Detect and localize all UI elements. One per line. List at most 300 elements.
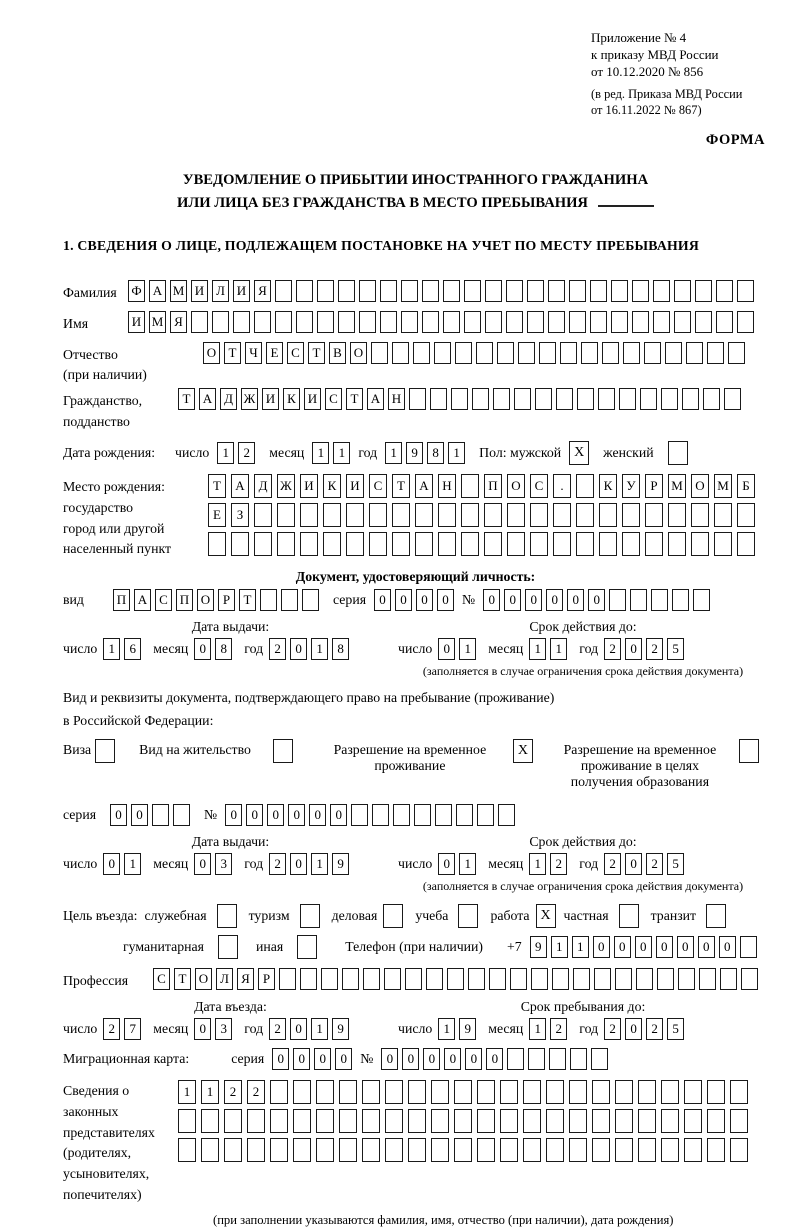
char-cell[interactable] [454, 1080, 472, 1104]
char-cell[interactable] [422, 280, 439, 302]
char-cell[interactable] [296, 311, 313, 333]
char-cell[interactable] [531, 968, 548, 990]
char-cell[interactable] [661, 1080, 679, 1104]
char-cell[interactable] [461, 503, 479, 527]
char-cell[interactable]: 9 [459, 1018, 476, 1040]
char-cell[interactable] [638, 1109, 656, 1133]
char-cell[interactable] [728, 342, 745, 364]
char-cell[interactable]: Ч [245, 342, 262, 364]
char-cell[interactable]: 0 [677, 936, 694, 958]
char-cell[interactable] [323, 503, 341, 527]
char-cell[interactable] [695, 311, 712, 333]
char-cell[interactable] [346, 503, 364, 527]
char-cell[interactable] [661, 388, 678, 410]
char-cell[interactable]: М [170, 280, 187, 302]
char-cell[interactable] [408, 1080, 426, 1104]
char-cell[interactable]: 0 [395, 589, 412, 611]
char-cell[interactable] [599, 532, 617, 556]
char-cell[interactable] [300, 968, 317, 990]
char-cell[interactable] [279, 968, 296, 990]
char-cell[interactable] [468, 968, 485, 990]
char-cell[interactable]: . [553, 474, 571, 498]
char-cell[interactable]: О [691, 474, 709, 498]
char-cell[interactable] [623, 342, 640, 364]
char-cell[interactable] [569, 280, 586, 302]
char-cell[interactable]: 0 [225, 804, 242, 826]
char-cell[interactable]: С [530, 474, 548, 498]
char-cell[interactable] [431, 1138, 449, 1162]
char-cell[interactable] [405, 968, 422, 990]
char-cell[interactable] [461, 532, 479, 556]
char-cell[interactable]: В [329, 342, 346, 364]
char-cell[interactable] [208, 532, 226, 556]
char-cell[interactable] [485, 280, 502, 302]
char-cell[interactable] [576, 474, 594, 498]
char-cell[interactable] [359, 280, 376, 302]
char-cell[interactable] [359, 311, 376, 333]
char-cell[interactable]: 1 [217, 442, 234, 464]
char-cell[interactable]: 1 [312, 442, 329, 464]
purpose-other-checkbox[interactable] [297, 935, 317, 959]
char-cell[interactable] [191, 311, 208, 333]
char-cell[interactable] [609, 589, 626, 611]
char-cell[interactable] [668, 503, 686, 527]
char-cell[interactable] [454, 1109, 472, 1133]
char-cell[interactable]: 0 [290, 853, 307, 875]
char-cell[interactable] [385, 1138, 403, 1162]
char-cell[interactable] [254, 532, 272, 556]
purpose-work-checkbox[interactable]: X [536, 904, 556, 928]
char-cell[interactable]: 0 [546, 589, 563, 611]
char-cell[interactable] [553, 503, 571, 527]
char-cell[interactable]: 2 [550, 1018, 567, 1040]
char-cell[interactable] [737, 532, 755, 556]
char-cell[interactable] [523, 1109, 541, 1133]
char-cell[interactable] [707, 1109, 725, 1133]
char-cell[interactable] [645, 532, 663, 556]
char-cell[interactable] [454, 1138, 472, 1162]
char-cell[interactable] [201, 1109, 219, 1133]
char-cell[interactable] [518, 342, 535, 364]
char-cell[interactable] [300, 503, 318, 527]
char-cell[interactable]: 2 [550, 853, 567, 875]
char-cell[interactable] [408, 1138, 426, 1162]
char-cell[interactable]: С [369, 474, 387, 498]
char-cell[interactable] [393, 804, 410, 826]
char-cell[interactable]: О [203, 342, 220, 364]
char-cell[interactable] [461, 474, 479, 498]
char-cell[interactable] [231, 532, 249, 556]
char-cell[interactable] [530, 532, 548, 556]
char-cell[interactable]: О [195, 968, 212, 990]
char-cell[interactable] [737, 503, 755, 527]
char-cell[interactable]: 9 [332, 853, 349, 875]
char-cell[interactable]: 0 [272, 1048, 289, 1070]
char-cell[interactable]: 0 [381, 1048, 398, 1070]
char-cell[interactable]: 1 [124, 853, 141, 875]
char-cell[interactable] [691, 532, 709, 556]
temp-residence-education-checkbox[interactable] [739, 739, 759, 763]
char-cell[interactable]: 2 [247, 1080, 265, 1104]
char-cell[interactable]: О [350, 342, 367, 364]
char-cell[interactable]: Т [308, 342, 325, 364]
char-cell[interactable] [552, 968, 569, 990]
char-cell[interactable]: 2 [269, 1018, 286, 1040]
char-cell[interactable] [431, 1080, 449, 1104]
char-cell[interactable]: 0 [614, 936, 631, 958]
char-cell[interactable]: А [134, 589, 151, 611]
char-cell[interactable] [178, 1109, 196, 1133]
char-cell[interactable] [507, 1048, 524, 1070]
char-cell[interactable]: Н [388, 388, 405, 410]
char-cell[interactable] [695, 280, 712, 302]
char-cell[interactable] [638, 1080, 656, 1104]
char-cell[interactable]: И [128, 311, 145, 333]
char-cell[interactable]: С [287, 342, 304, 364]
char-cell[interactable] [615, 968, 632, 990]
char-cell[interactable]: А [415, 474, 433, 498]
char-cell[interactable]: 1 [311, 853, 328, 875]
char-cell[interactable]: 1 [551, 936, 568, 958]
char-cell[interactable]: П [484, 474, 502, 498]
char-cell[interactable] [570, 1048, 587, 1070]
purpose-private-checkbox[interactable] [619, 904, 639, 928]
char-cell[interactable]: 1 [459, 638, 476, 660]
char-cell[interactable] [472, 388, 489, 410]
char-cell[interactable]: 3 [215, 853, 232, 875]
char-cell[interactable] [740, 936, 757, 958]
char-cell[interactable]: А [367, 388, 384, 410]
char-cell[interactable] [392, 342, 409, 364]
char-cell[interactable]: 1 [459, 853, 476, 875]
char-cell[interactable]: Т [178, 388, 195, 410]
char-cell[interactable] [438, 532, 456, 556]
char-cell[interactable] [247, 1109, 265, 1133]
char-cell[interactable] [599, 503, 617, 527]
char-cell[interactable]: Т [239, 589, 256, 611]
char-cell[interactable]: 0 [525, 589, 542, 611]
char-cell[interactable] [380, 311, 397, 333]
char-cell[interactable] [380, 280, 397, 302]
char-cell[interactable]: 0 [438, 638, 455, 660]
char-cell[interactable] [369, 503, 387, 527]
char-cell[interactable]: 1 [550, 638, 567, 660]
char-cell[interactable]: 5 [667, 1018, 684, 1040]
char-cell[interactable] [546, 1138, 564, 1162]
char-cell[interactable]: 2 [238, 442, 255, 464]
char-cell[interactable] [535, 388, 552, 410]
char-cell[interactable] [636, 968, 653, 990]
char-cell[interactable]: 1 [201, 1080, 219, 1104]
char-cell[interactable] [569, 1138, 587, 1162]
char-cell[interactable] [275, 311, 292, 333]
char-cell[interactable] [514, 388, 531, 410]
residence-permit-checkbox[interactable] [273, 739, 293, 763]
char-cell[interactable]: Т [208, 474, 226, 498]
char-cell[interactable] [714, 532, 732, 556]
char-cell[interactable] [500, 1138, 518, 1162]
char-cell[interactable] [369, 532, 387, 556]
char-cell[interactable] [270, 1138, 288, 1162]
char-cell[interactable]: 2 [269, 853, 286, 875]
char-cell[interactable] [546, 1109, 564, 1133]
char-cell[interactable]: Б [737, 474, 755, 498]
char-cell[interactable] [548, 311, 565, 333]
char-cell[interactable] [615, 1109, 633, 1133]
char-cell[interactable]: 2 [604, 638, 621, 660]
char-cell[interactable] [590, 311, 607, 333]
char-cell[interactable]: 0 [194, 1018, 211, 1040]
char-cell[interactable]: Т [346, 388, 363, 410]
char-cell[interactable]: 0 [656, 936, 673, 958]
char-cell[interactable] [293, 1080, 311, 1104]
char-cell[interactable]: Д [254, 474, 272, 498]
char-cell[interactable]: 2 [269, 638, 286, 660]
char-cell[interactable]: А [199, 388, 216, 410]
char-cell[interactable] [530, 503, 548, 527]
char-cell[interactable] [415, 532, 433, 556]
char-cell[interactable]: 0 [593, 936, 610, 958]
purpose-commercial-checkbox[interactable] [383, 904, 403, 928]
char-cell[interactable] [602, 342, 619, 364]
char-cell[interactable]: 2 [224, 1080, 242, 1104]
char-cell[interactable]: 0 [330, 804, 347, 826]
char-cell[interactable]: К [323, 474, 341, 498]
char-cell[interactable]: 0 [194, 638, 211, 660]
char-cell[interactable]: И [346, 474, 364, 498]
char-cell[interactable]: О [197, 589, 214, 611]
char-cell[interactable]: 1 [178, 1080, 196, 1104]
char-cell[interactable] [699, 968, 716, 990]
char-cell[interactable]: И [300, 474, 318, 498]
char-cell[interactable]: А [231, 474, 249, 498]
purpose-business-checkbox[interactable] [217, 904, 237, 928]
char-cell[interactable] [201, 1138, 219, 1162]
char-cell[interactable] [548, 280, 565, 302]
char-cell[interactable] [277, 503, 295, 527]
char-cell[interactable]: 0 [719, 936, 736, 958]
char-cell[interactable]: 3 [215, 1018, 232, 1040]
char-cell[interactable] [653, 280, 670, 302]
char-cell[interactable] [438, 503, 456, 527]
char-cell[interactable]: Ф [128, 280, 145, 302]
char-cell[interactable] [447, 968, 464, 990]
char-cell[interactable] [737, 280, 754, 302]
char-cell[interactable] [485, 311, 502, 333]
char-cell[interactable] [385, 1109, 403, 1133]
char-cell[interactable] [414, 804, 431, 826]
char-cell[interactable]: С [325, 388, 342, 410]
char-cell[interactable]: 0 [335, 1048, 352, 1070]
char-cell[interactable] [484, 532, 502, 556]
char-cell[interactable]: 2 [646, 853, 663, 875]
char-cell[interactable]: 0 [483, 589, 500, 611]
char-cell[interactable] [661, 1109, 679, 1133]
char-cell[interactable] [339, 1080, 357, 1104]
char-cell[interactable] [498, 804, 515, 826]
char-cell[interactable] [321, 968, 338, 990]
char-cell[interactable] [707, 1138, 725, 1162]
char-cell[interactable]: Я [254, 280, 271, 302]
char-cell[interactable]: П [176, 589, 193, 611]
char-cell[interactable]: 0 [625, 1018, 642, 1040]
char-cell[interactable] [653, 311, 670, 333]
char-cell[interactable]: 2 [604, 853, 621, 875]
char-cell[interactable]: Р [218, 589, 235, 611]
char-cell[interactable] [338, 280, 355, 302]
char-cell[interactable] [684, 1138, 702, 1162]
char-cell[interactable] [401, 280, 418, 302]
char-cell[interactable] [464, 311, 481, 333]
char-cell[interactable]: 0 [246, 804, 263, 826]
char-cell[interactable]: 2 [646, 638, 663, 660]
char-cell[interactable] [507, 503, 525, 527]
char-cell[interactable] [611, 280, 628, 302]
char-cell[interactable]: У [622, 474, 640, 498]
char-cell[interactable]: 0 [309, 804, 326, 826]
char-cell[interactable] [632, 280, 649, 302]
char-cell[interactable]: З [231, 503, 249, 527]
char-cell[interactable] [224, 1109, 242, 1133]
char-cell[interactable] [363, 968, 380, 990]
char-cell[interactable] [152, 804, 169, 826]
char-cell[interactable] [392, 532, 410, 556]
char-cell[interactable] [277, 532, 295, 556]
char-cell[interactable] [317, 311, 334, 333]
char-cell[interactable] [476, 342, 493, 364]
char-cell[interactable]: 0 [267, 804, 284, 826]
char-cell[interactable] [672, 589, 689, 611]
char-cell[interactable] [539, 342, 556, 364]
char-cell[interactable] [506, 311, 523, 333]
char-cell[interactable] [351, 804, 368, 826]
char-cell[interactable] [569, 1109, 587, 1133]
char-cell[interactable] [691, 503, 709, 527]
purpose-transit-checkbox[interactable] [706, 904, 726, 928]
char-cell[interactable]: 0 [131, 804, 148, 826]
char-cell[interactable] [632, 311, 649, 333]
char-cell[interactable] [510, 968, 527, 990]
char-cell[interactable]: Ж [277, 474, 295, 498]
char-cell[interactable]: С [155, 589, 172, 611]
char-cell[interactable] [707, 342, 724, 364]
char-cell[interactable] [477, 1138, 495, 1162]
char-cell[interactable]: 0 [437, 589, 454, 611]
char-cell[interactable] [338, 311, 355, 333]
char-cell[interactable] [254, 311, 271, 333]
purpose-humanitarian-checkbox[interactable] [218, 935, 238, 959]
char-cell[interactable] [591, 1048, 608, 1070]
char-cell[interactable] [661, 1138, 679, 1162]
char-cell[interactable] [233, 311, 250, 333]
char-cell[interactable]: 5 [667, 853, 684, 875]
char-cell[interactable]: 0 [374, 589, 391, 611]
char-cell[interactable] [556, 388, 573, 410]
char-cell[interactable] [323, 532, 341, 556]
char-cell[interactable]: Т [392, 474, 410, 498]
char-cell[interactable]: Ж [241, 388, 258, 410]
char-cell[interactable]: Р [645, 474, 663, 498]
char-cell[interactable]: 9 [406, 442, 423, 464]
char-cell[interactable]: 0 [567, 589, 584, 611]
char-cell[interactable] [316, 1080, 334, 1104]
char-cell[interactable] [528, 1048, 545, 1070]
char-cell[interactable] [477, 804, 494, 826]
char-cell[interactable] [619, 388, 636, 410]
char-cell[interactable]: 0 [416, 589, 433, 611]
char-cell[interactable] [577, 388, 594, 410]
char-cell[interactable] [546, 1080, 564, 1104]
char-cell[interactable] [275, 280, 292, 302]
char-cell[interactable]: 1 [103, 638, 120, 660]
char-cell[interactable] [224, 1138, 242, 1162]
char-cell[interactable]: 0 [402, 1048, 419, 1070]
char-cell[interactable]: К [283, 388, 300, 410]
char-cell[interactable] [657, 968, 674, 990]
char-cell[interactable]: 0 [698, 936, 715, 958]
char-cell[interactable] [714, 503, 732, 527]
sex-female-checkbox[interactable] [668, 441, 688, 465]
char-cell[interactable] [615, 1138, 633, 1162]
char-cell[interactable]: 1 [311, 638, 328, 660]
char-cell[interactable] [317, 280, 334, 302]
char-cell[interactable] [730, 1138, 748, 1162]
char-cell[interactable] [413, 342, 430, 364]
char-cell[interactable] [300, 532, 318, 556]
char-cell[interactable] [720, 968, 737, 990]
char-cell[interactable] [422, 311, 439, 333]
char-cell[interactable] [500, 1109, 518, 1133]
char-cell[interactable]: О [507, 474, 525, 498]
char-cell[interactable] [430, 388, 447, 410]
char-cell[interactable] [260, 589, 277, 611]
char-cell[interactable] [684, 1080, 702, 1104]
char-cell[interactable]: 5 [667, 638, 684, 660]
temp-residence-checkbox[interactable]: X [513, 739, 533, 763]
char-cell[interactable] [665, 342, 682, 364]
char-cell[interactable]: Е [208, 503, 226, 527]
char-cell[interactable]: 0 [293, 1048, 310, 1070]
char-cell[interactable]: 1 [572, 936, 589, 958]
char-cell[interactable] [254, 503, 272, 527]
char-cell[interactable]: Е [266, 342, 283, 364]
char-cell[interactable] [434, 342, 451, 364]
char-cell[interactable] [455, 342, 472, 364]
char-cell[interactable] [293, 1109, 311, 1133]
char-cell[interactable] [385, 1080, 403, 1104]
char-cell[interactable] [569, 311, 586, 333]
char-cell[interactable] [493, 388, 510, 410]
char-cell[interactable]: Р [258, 968, 275, 990]
char-cell[interactable] [346, 532, 364, 556]
char-cell[interactable] [668, 532, 686, 556]
char-cell[interactable]: Я [237, 968, 254, 990]
char-cell[interactable] [622, 532, 640, 556]
char-cell[interactable]: 1 [311, 1018, 328, 1040]
char-cell[interactable]: 0 [423, 1048, 440, 1070]
char-cell[interactable] [484, 503, 502, 527]
char-cell[interactable] [724, 388, 741, 410]
char-cell[interactable]: 0 [194, 853, 211, 875]
char-cell[interactable] [573, 968, 590, 990]
char-cell[interactable] [507, 532, 525, 556]
char-cell[interactable] [293, 1138, 311, 1162]
char-cell[interactable] [644, 342, 661, 364]
char-cell[interactable]: И [191, 280, 208, 302]
char-cell[interactable] [590, 280, 607, 302]
char-cell[interactable] [443, 311, 460, 333]
char-cell[interactable]: Т [174, 968, 191, 990]
